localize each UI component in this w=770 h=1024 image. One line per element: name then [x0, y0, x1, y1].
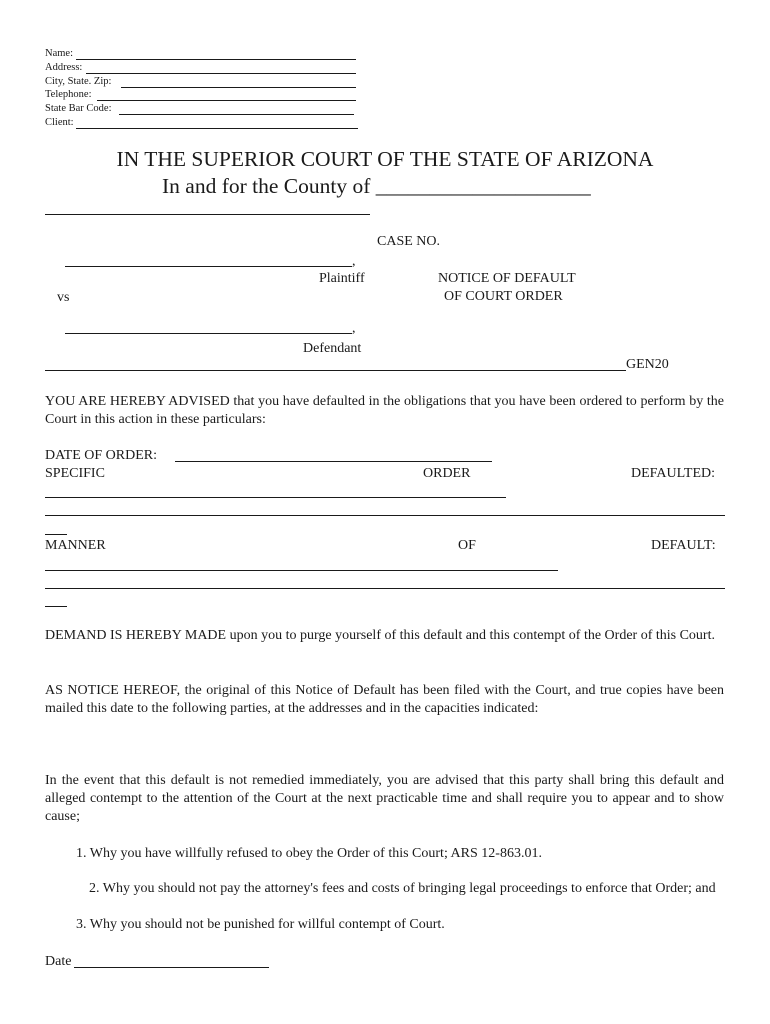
manner-line-3[interactable] [45, 606, 67, 607]
order-label: ORDER [423, 466, 471, 481]
caption-top-rule [45, 214, 370, 215]
manner-line-2[interactable] [45, 588, 725, 589]
specific-order-line-1[interactable] [45, 497, 506, 498]
defendant-comma: , [352, 321, 356, 336]
defendant-name-line[interactable] [65, 333, 352, 334]
date-line[interactable] [74, 967, 269, 968]
state-bar-code-field: State Bar Code: [45, 103, 112, 114]
manner-label: MANNER [45, 538, 106, 553]
telephone-field: Telephone: [45, 89, 92, 100]
notice-title-line1: NOTICE OF DEFAULT [438, 271, 576, 286]
client-field: Client: [45, 117, 74, 128]
versus-label: vs [57, 290, 70, 305]
reason-item-1: 1. Why you have willfully refused to obey the Order of this Court; ARS 12-863.01. [76, 846, 542, 861]
address-line[interactable] [86, 73, 356, 74]
notice-title-line2: OF COURT ORDER [444, 289, 563, 304]
caption-bottom-rule [45, 370, 626, 371]
defaulted-label: DEFAULTED: [631, 466, 715, 481]
date-of-order-line[interactable] [175, 461, 492, 462]
name-field: Name: [45, 48, 73, 59]
client-line[interactable] [76, 128, 358, 129]
reason-item-2: 2. Why you should not pay the attorney's fees and costs of bringing legal proceedings to enforce that Order; and [89, 881, 716, 896]
date-label: Date [45, 954, 72, 969]
specific-label: SPECIFIC [45, 466, 105, 481]
state-bar-code-line[interactable] [119, 114, 354, 115]
specific-order-line-3[interactable] [45, 534, 67, 535]
name-line[interactable] [76, 59, 356, 60]
county-line: In and for the County of ____________________ [162, 174, 591, 198]
manner-line-1[interactable] [45, 570, 558, 571]
event-paragraph: In the event that this default is not remedied immediately, you are advised that this party shall bring this default and alleged contempt to the attention of the Court at the next practicable time and shall require you to appear and to show cause; [45, 773, 724, 824]
plaintiff-comma: , [352, 254, 356, 269]
plaintiff-name-line[interactable] [65, 266, 352, 267]
notice-paragraph: AS NOTICE HEREOF, the original of this Notice of Default has been filed with the Court, and true copies have been mailed this date to the following parties, at the addresses and in the capacities indicated: [45, 683, 724, 716]
reason-item-3: 3. Why you should not be punished for willful contempt of Court. [76, 917, 445, 932]
advised-paragraph: YOU ARE HEREBY ADVISED that you have defaulted in the obligations that you have been ordered to perform by the Court in this action in these particulars: [45, 394, 724, 427]
date-of-order-label: DATE OF ORDER: [45, 448, 158, 463]
of-label: OF [458, 538, 476, 553]
city-state-zip-field: City, State. Zip: [45, 76, 112, 87]
telephone-line[interactable] [97, 100, 356, 101]
address-field: Address: [45, 62, 83, 73]
plaintiff-label: Plaintiff [319, 271, 365, 286]
defendant-label: Defendant [303, 341, 362, 356]
case-number-label: CASE NO. [377, 234, 441, 249]
specific-order-line-2[interactable] [45, 515, 725, 516]
demand-paragraph: DEMAND IS HEREBY MADE upon you to purge yourself of this default and this contempt of the Order of this Court. [45, 628, 715, 643]
city-state-zip-line[interactable] [121, 87, 356, 88]
form-code: GEN20 [626, 357, 669, 372]
default-label: DEFAULT: [651, 538, 716, 553]
court-title: IN THE SUPERIOR COURT OF THE STATE OF ARIZONA [116, 147, 654, 171]
